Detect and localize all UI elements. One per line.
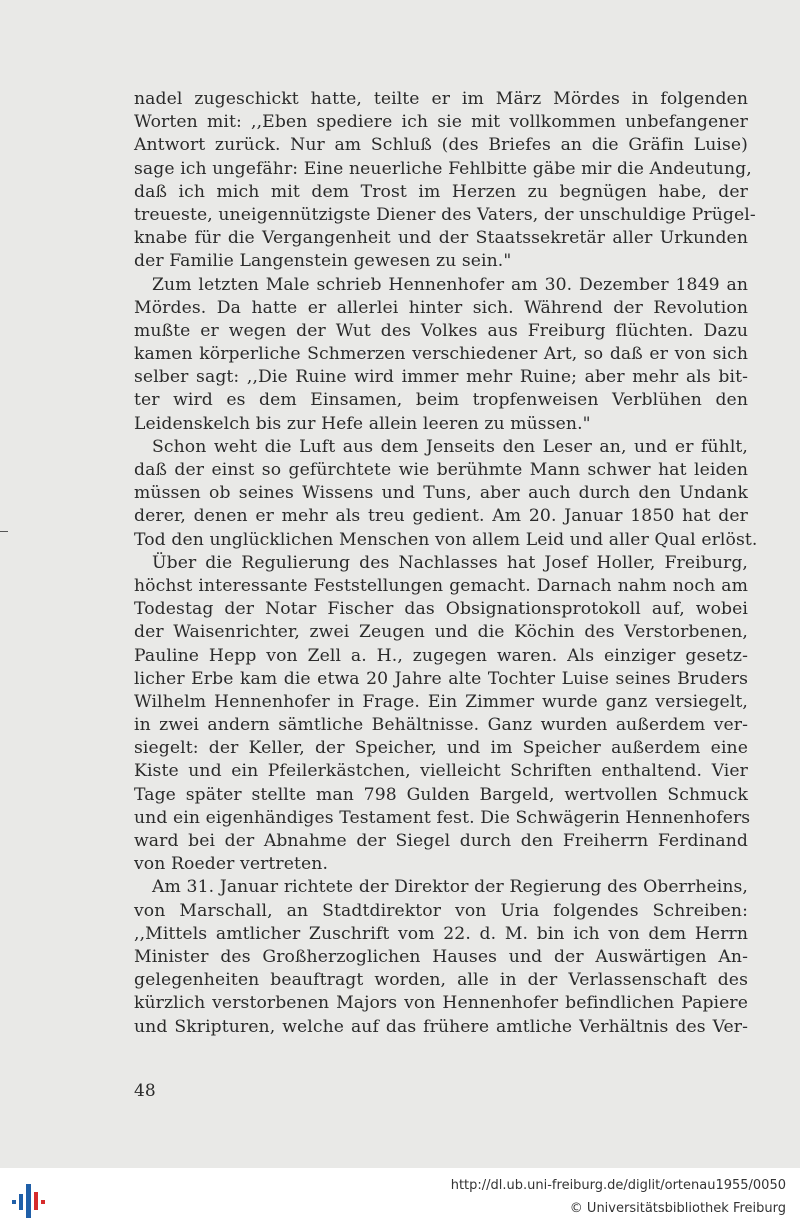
text-line: Tage später stellte man 798 Gulden Bargeld, wertvollen Schmuck (134, 784, 748, 805)
text-line: daß ich mich mit dem Trost im Herzen zu begnügen habe, der (134, 181, 748, 202)
text-line: müssen ob seines Wissens und Tuns, aber auch durch den Undank (134, 483, 748, 504)
text-line: der Waisenrichter, zwei Zeugen und die Köchin des Verstorbenen, (134, 622, 748, 643)
copyright-notice: © Universitätsbibliothek Freiburg (569, 1201, 786, 1216)
text-line: gelegenheiten beauftragt worden, alle in der Verlassenschaft des (134, 970, 748, 991)
text-line: Wilhelm Hennenhofer in Frage. Ein Zimmer wurde ganz versiegelt, (134, 691, 748, 712)
text-line: mußte er wegen der Wut des Volkes aus Freiburg flüchten. Dazu (134, 320, 748, 341)
text-line: Minister des Großherzoglichen Hauses und der Auswärtigen An- (134, 946, 748, 967)
text-line: siegelt: der Keller, der Speicher, und im Speicher außerdem eine (134, 738, 748, 759)
text-line: ward bei der Abnahme der Siegel durch den Freiherrn Ferdinand (134, 831, 748, 851)
text-line: Antwort zurück. Nur am Schluß (des Briefes an die Gräfin Luise) (134, 135, 748, 156)
text-line: nadel zugeschickt hatte, teilte er im März Mördes in folgenden (134, 89, 748, 109)
text-line: knabe für die Vergangenheit und der Staatssekretär aller Urkunden (134, 228, 748, 249)
text-line: treueste, uneigennützigste Diener des Vaters, der unschuldige Prügel- (134, 204, 756, 225)
ub-freiburg-logo-icon (10, 1176, 50, 1220)
text-line: Am 31. Januar richtete der Direktor der Regierung des Oberrheins, (152, 877, 748, 898)
text-line: Mördes. Da hatte er allerlei hinter sich. Während der Revolution (134, 297, 748, 318)
text-line: und ein eigenhändiges Testament fest. Die Schwägerin Hennenhofers (134, 807, 751, 828)
text-line: kamen körperliche Schmerzen verschiedener Art, so daß er von sich (134, 344, 748, 365)
text-line: höchst interessante Feststellungen gemacht. Darnach nahm noch am (134, 575, 748, 596)
source-url-link[interactable]: http://dl.ub.uni-freiburg.de/diglit/ortenau1955/0050 (450, 1178, 786, 1193)
text-line: von Marschall, an Stadtdirektor von Uria folgendes Schreiben: (134, 900, 748, 921)
text-line: derer, denen er mehr als treu gedient. Am 20. Januar 1850 hat der (134, 506, 748, 527)
text-line: von Roeder vertreten. (134, 854, 329, 875)
text-line: Tod den unglücklichen Menschen von allem Leid und aller Qual erlöst. (134, 529, 758, 550)
text-line: und Skripturen, welche auf das frühere amtliche Verhältnis des Ver- (134, 1016, 748, 1037)
text-line: Über die Regulierung des Nachlasses hat Josef Holler, Freiburg, (152, 552, 748, 573)
text-line: licher Erbe kam die etwa 20 Jahre alte Tochter Luise seines Bruders (134, 668, 748, 689)
body-text (134, 88, 758, 1039)
margin-mark (0, 531, 8, 532)
page-number: 48 (134, 1081, 156, 1101)
text-line: in zwei andern sämtliche Behältnisse. Ganz wurden außerdem ver- (134, 715, 748, 736)
text-line: sage ich ungefähr: Eine neuerliche Fehlbitte gäbe mir die Andeutung, (134, 158, 752, 179)
text-line: Kiste und ein Pfeilerkästchen, vielleicht Schriften enthaltend. Vier (134, 761, 748, 782)
text-line: Schon weht die Luft aus dem Jenseits den Leser an, und er fühlt, (152, 436, 748, 457)
footer-bar (0, 1168, 800, 1226)
text-line: der Familie Langenstein gewesen zu sein." (134, 251, 512, 272)
text-line: Zum letzten Male schrieb Hennenhofer am 30. Dezember 1849 an (152, 274, 748, 295)
text-line: Worten mit: ,,Eben spediere ich sie mit vollkommen unbefangener (134, 112, 748, 133)
text-line: daß der einst so gefürchtete wie berühmte Mann schwer hat leiden (134, 460, 748, 480)
text-line: Pauline Hepp von Zell a. H., zugegen waren. Als einziger gesetz- (134, 645, 748, 666)
text-line: ter wird es dem Einsamen, beim tropfenweisen Verblühen den (134, 390, 748, 411)
text-line: selber sagt: ,,Die Ruine wird immer mehr Ruine; aber mehr als bit- (134, 367, 748, 388)
text-line: Leidenskelch bis zur Hefe allein leeren zu müssen." (134, 413, 591, 434)
text-line: kürzlich verstorbenen Majors von Hennenhofer befindlichen Papiere (134, 993, 748, 1014)
text-line: Todestag der Notar Fischer das Obsignationsprotokoll auf, wobei (134, 599, 748, 620)
text-line: ,,Mittels amtlicher Zuschrift vom 22. d. M. bin ich von dem Herrn (134, 923, 748, 944)
